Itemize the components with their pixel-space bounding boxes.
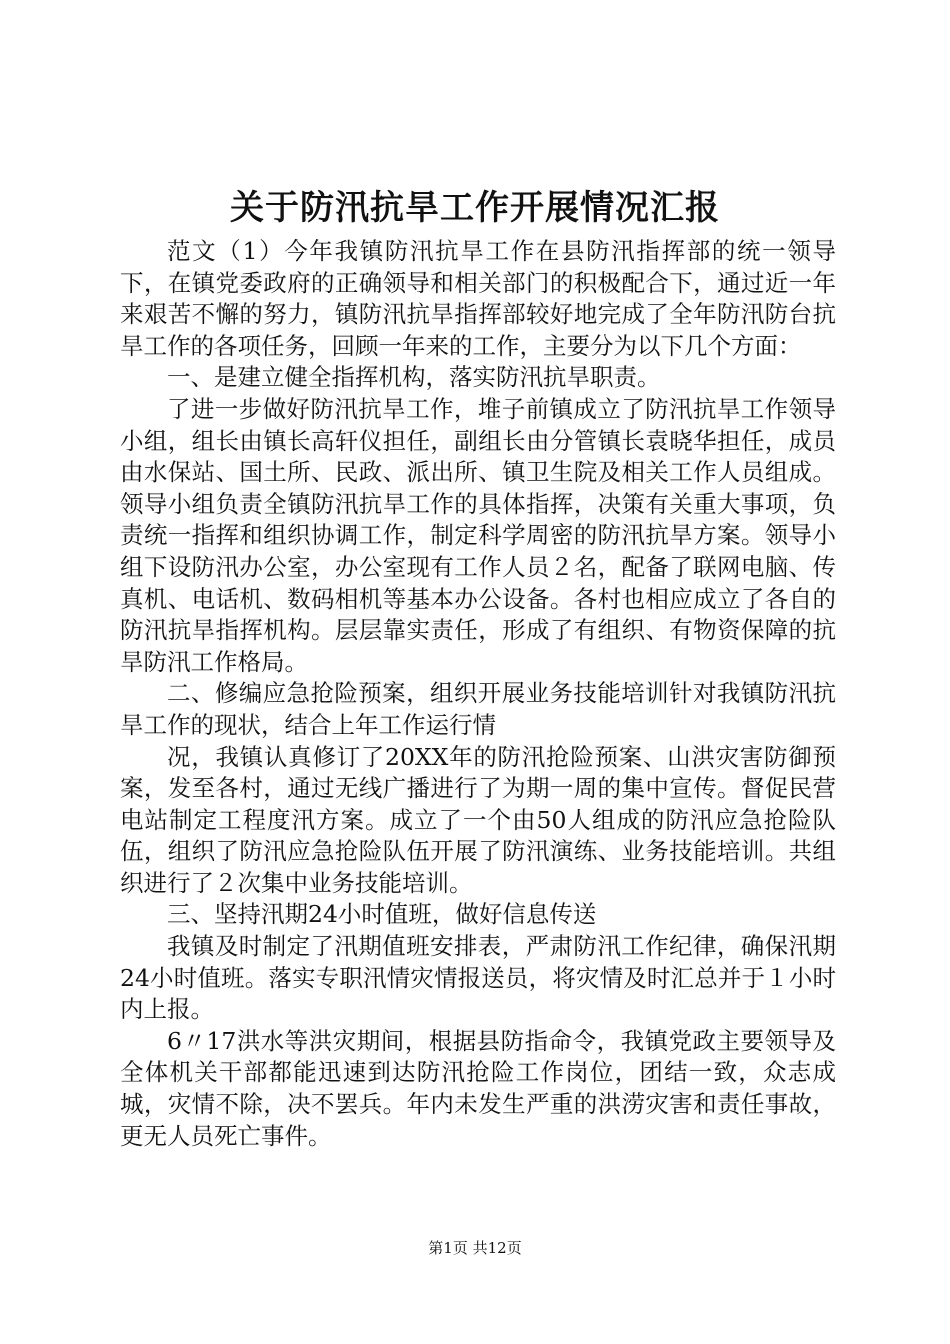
document-title: 关于防汛抗旱工作开展情况汇报 [230, 188, 720, 228]
section-heading-3: 三、坚持汛期24小时值班，做好信息传送 [167, 900, 597, 929]
body-paragraph-3: 我镇及时制定了汛期值班安排表，严肃防汛工作纪律，确保汛期24小时值班。落实专职汛情灾情报送员，将灾情及时汇总并于１小时内上报。 [120, 932, 836, 1024]
body-paragraph-intro: 范文（1）今年我镇防汛抗旱工作在县防汛指挥部的统一领导下，在镇党委政府的正确领导和相关部门的积极配合下，通过近一年来艰苦不懈的努力，镇防汛抗旱指挥部较好地完成了全年防汛防台抗旱工作的各项任务，回顾一年来的工作，主要分为以下几个方面： [120, 237, 836, 360]
page-number-footer: 第1页 共12页 [428, 1239, 522, 1257]
document-body [120, 236, 836, 1152]
section-heading-1: 一、是建立健全指挥机构，落实防汛抗旱职责。 [167, 363, 661, 392]
body-paragraph-1: 了进一步做好防汛抗旱工作，堆子前镇成立了防汛抗旱工作领导小组，组长由镇长高轩仪担任，副组长由分管镇长袁晓华担任，成员由水保站、国土所、民政、派出所、镇卫生院及相关工作人员组成。领导小组负责全镇防汛抗旱工作的具体指挥，决策有关重大事项，负责统一指挥和组织协调工作，制定科学周密的防汛抗旱方案。领导小组下设防汛办公室，办公室现有工作人员２名，配备了联网电脑、传真机、电话机、数码相机等基本办公设备。各村也相应成立了各自的防汛抗旱指挥机构。层层靠实责任，形成了有组织、有物资保障的抗旱防汛工作格局。 [120, 394, 836, 676]
body-paragraph-2: 况，我镇认真修订了20XX年的防汛抢险预案、山洪灾害防御预案，发至各村，通过无线广播进行了为期一周的集中宣传。督促民营电站制定工程度汛方案。成立了一个由50人组成的防汛应急抢险队伍，组织了防汛应急抢险队伍开展了防汛演练、业务技能培训。共组织进行了２次集中业务技能培训。 [120, 742, 836, 897]
body-paragraph-4: 6〃17洪水等洪灾期间，根据县防指命令，我镇党政主要领导及全体机关干部都能迅速到达防汛抢险工作岗位，团结一致，众志成城，灾情不除，决不罢兵。年内未发生严重的洪涝灾害和责任事故，更无人员死亡事件。 [120, 1026, 836, 1150]
section-heading-2: 二、修编应急抢险预案，组织开展业务技能培训针对我镇防汛抗旱工作的现状，结合上年工作运行情 [120, 679, 836, 739]
